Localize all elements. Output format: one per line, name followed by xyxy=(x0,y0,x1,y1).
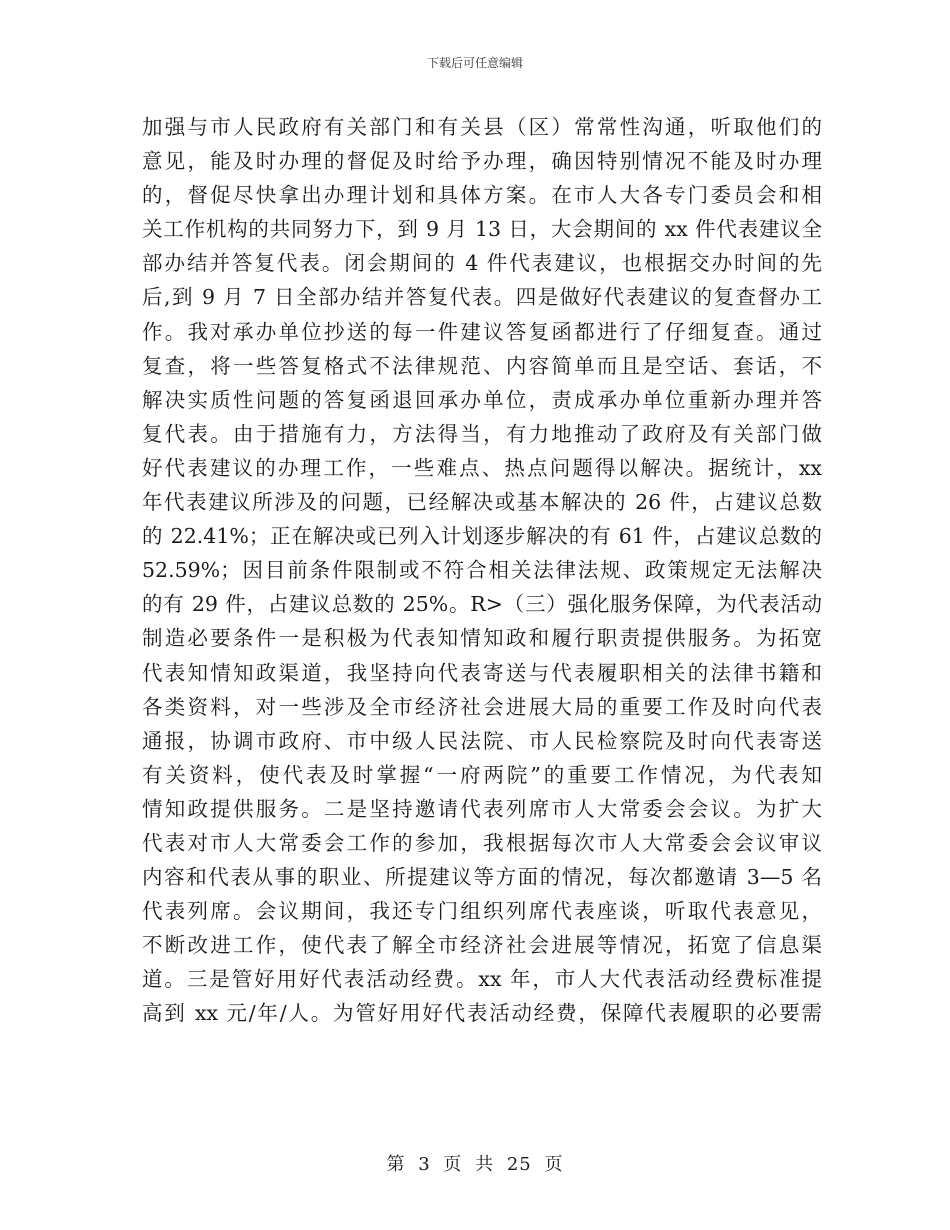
text-line: 制造必要条件一是积极为代表知情知政和履行职责提供服务。为拓宽 xyxy=(142,626,822,651)
text-line: 的，督促尽快拿出办理计划和具体方案。在市人大各专门委员会和相 xyxy=(142,183,822,208)
text-line: 的 22.41%；正在解决或已列入计划逐步解决的有 61 件，占建议总数的 xyxy=(142,524,822,549)
text-line: 解决实质性问题的答复函退回承办单位，责成承办单位重新办理并答 xyxy=(142,387,822,412)
text-line: 内容和代表从事的职业、所提建议等方面的情况，每次都邀请 3—5 名 xyxy=(142,865,822,890)
text-line: 代表列席。会议期间，我还专门组织列席代表座谈，听取代表意见， xyxy=(142,899,822,924)
text-line: 复代表。由于措施有力，方法得当，有力地推动了政府及有关部门做 xyxy=(142,421,822,446)
text-line: 情知政提供服务。二是坚持邀请代表列席市人大常委会会议。为扩大 xyxy=(142,796,822,821)
text-line: 有关资料，使代表及时掌握“一府两院”的重要工作情况，为代表知 xyxy=(142,762,822,787)
text-line: 各类资料，对一些涉及全市经济社会进展大局的重要工作及时向代表 xyxy=(142,694,822,719)
text-line: 意见，能及时办理的督促及时给予办理，确因特别情况不能及时办理 xyxy=(142,149,822,174)
text-line: 道。三是管好用好代表活动经费。xx 年，市人大代表活动经费标准提 xyxy=(142,967,822,992)
text-line: 后,到 9 月 7 日全部办结并答复代表。四是做好代表建议的复查督办工 xyxy=(142,285,822,310)
text-line: 复查，将一些答复格式不法律规范、内容简单而且是空话、套话，不 xyxy=(142,353,822,378)
document-body xyxy=(142,110,822,1031)
text-line: 不断改进工作，使代表了解全市经济社会进展等情况，拓宽了信息渠 xyxy=(142,933,822,958)
text-line: 加强与市人民政府有关部门和有关县（区）常常性沟通，听取他们的 xyxy=(142,115,822,139)
text-line: 作。我对承办单位抄送的每一件建议答复函都进行了仔细复查。通过 xyxy=(142,319,822,344)
text-line: 通报，协调市政府、市中级人民法院、市人民检察院及时向代表寄送 xyxy=(142,728,822,753)
page-header: 下载后可任意编辑 xyxy=(426,56,523,70)
text-line: 高到 xx 元/年/人。为管好用好代表活动经费，保障代表履职的必要需 xyxy=(142,1001,822,1026)
text-line: 年代表建议所涉及的问题，已经解决或基本解决的 26 件，占建议总数 xyxy=(142,490,822,515)
text-line: 部办结并答复代表。闭会期间的 4 件代表建议，也根据交办时间的先 xyxy=(142,251,822,276)
text-line: 关工作机构的共同努力下，到 9 月 13 日，大会期间的 xx 件代表建议全 xyxy=(142,217,822,242)
text-line: 的有 29 件，占建议总数的 25%。R>（三）强化服务保障，为代表活动 xyxy=(142,592,822,617)
text-line: 52.59%；因目前条件限制或不符合相关法律法规、政策规定无法解决 xyxy=(142,558,822,583)
text-line: 代表知情知政渠道，我坚持向代表寄送与代表履职相关的法律书籍和 xyxy=(142,660,822,685)
text-line: 好代表建议的办理工作，一些难点、热点问题得以解决。据统计，xx xyxy=(142,455,822,480)
text-line: 代表对市人大常委会工作的参加，我根据每次市人大常委会会议审议 xyxy=(142,830,822,855)
page-number: 第 3 页 共 25 页 xyxy=(386,1154,564,1175)
